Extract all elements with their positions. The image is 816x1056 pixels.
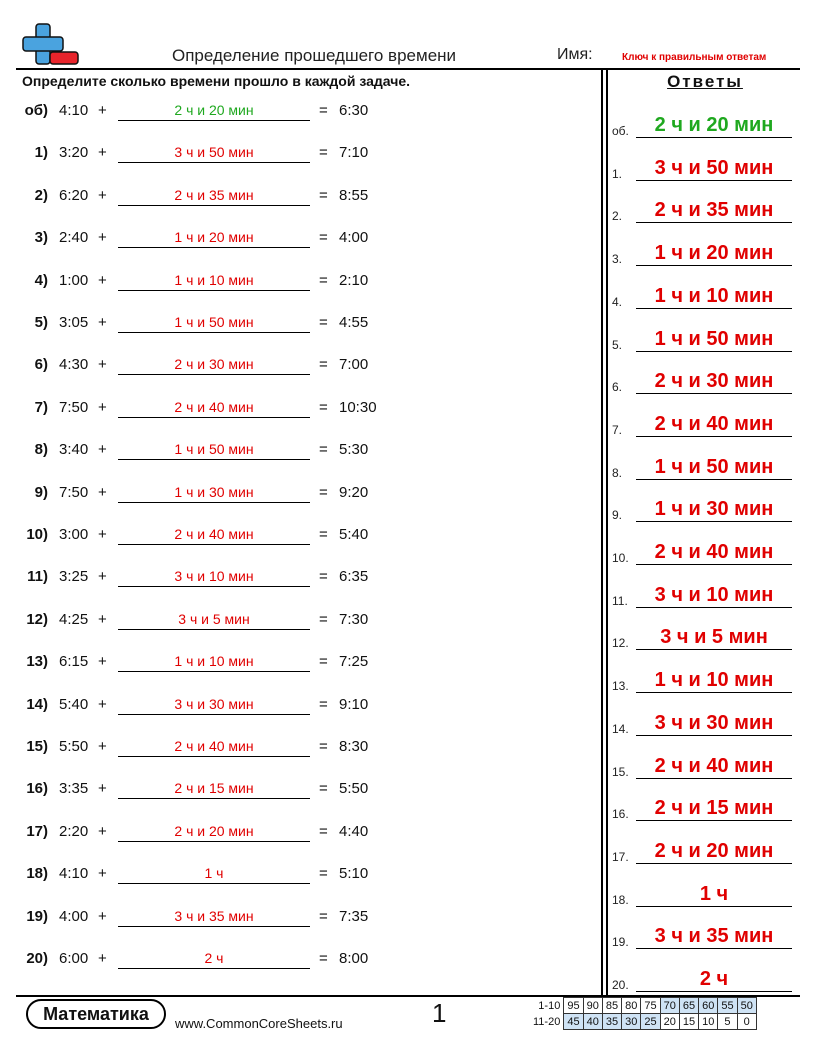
score-cell: 0 — [737, 1014, 756, 1030]
answer-blank: 2 ч и 40 мин — [118, 738, 310, 757]
answer-key-row — [612, 834, 796, 864]
end-time: 6:35 — [339, 568, 369, 586]
problem-number: 18) — [26, 865, 48, 883]
answer-key-value: 1 ч и 20 мин — [636, 241, 792, 266]
plus-sign: + — [98, 950, 107, 967]
start-time: 2:20 — [59, 822, 89, 840]
plus-sign: + — [98, 398, 107, 416]
start-time: 1:00 — [59, 271, 89, 289]
answer-key-value: 2 ч и 40 мин — [636, 754, 792, 779]
score-table — [530, 997, 757, 1030]
answer-key-number: 9. — [612, 508, 623, 523]
answer-key-number: 16. — [612, 807, 629, 822]
answer-key-number: 18. — [612, 892, 629, 907]
problem-number: 6) — [34, 356, 48, 374]
start-time: 3:25 — [59, 568, 89, 586]
equals-sign: = — [319, 229, 328, 247]
plus-sign: + — [98, 441, 107, 459]
plus-sign: + — [98, 610, 107, 628]
answer-blank: 2 ч и 30 мин — [118, 356, 310, 375]
score-cell: 55 — [718, 998, 737, 1014]
problem-number: 1) — [34, 144, 48, 162]
start-time: 7:50 — [59, 398, 89, 416]
answer-blank: 3 ч и 5 мин — [118, 611, 310, 630]
plus-sign: + — [98, 229, 107, 247]
answer-blank: 1 ч и 10 мин — [118, 653, 310, 672]
problem-number: 5) — [34, 314, 48, 331]
end-time: 8:55 — [339, 186, 369, 204]
answer-key-value: 1 ч и 30 мин — [636, 497, 792, 522]
answer-blank: 3 ч и 35 мин — [118, 908, 310, 927]
answer-blank: 3 ч и 10 мин — [118, 568, 310, 587]
problem-number: 20) — [26, 950, 48, 967]
start-time: 6:00 — [59, 950, 89, 967]
end-time: 5:40 — [339, 526, 369, 543]
start-time: 6:15 — [59, 653, 89, 671]
plus-sign: + — [98, 271, 107, 289]
end-time: 9:10 — [339, 695, 369, 713]
equals-sign: = — [319, 186, 328, 204]
answer-key-value: 1 ч и 50 мин — [636, 455, 792, 480]
answer-blank: 1 ч и 20 мин — [118, 229, 310, 248]
answer-key-value: 2 ч и 20 мин — [636, 113, 792, 138]
start-time: 3:05 — [59, 314, 89, 331]
answer-blank: 3 ч и 50 мин — [118, 144, 310, 163]
problem-number: 4) — [34, 271, 48, 289]
equals-sign: = — [319, 822, 328, 840]
end-time: 4:55 — [339, 314, 369, 331]
problem-number: 9) — [34, 483, 48, 501]
score-cell: 15 — [679, 1014, 698, 1030]
end-time: 10:30 — [339, 398, 377, 416]
plus-sign: + — [98, 653, 107, 671]
answer-blank: 2 ч и 40 мин — [118, 526, 310, 545]
equals-sign: = — [319, 907, 328, 925]
answer-key-row — [612, 279, 796, 309]
answer-key-row — [612, 877, 796, 907]
answer-key-row — [612, 322, 796, 352]
answer-key-number: 4. — [612, 294, 623, 309]
equals-sign: = — [319, 483, 328, 501]
problem-number: 19) — [26, 907, 48, 925]
problem-number: 10) — [26, 526, 48, 543]
answer-key-row — [612, 151, 796, 181]
answers-title: Ответы — [667, 72, 743, 91]
problem-number: 2) — [34, 186, 48, 204]
start-time: 4:25 — [59, 610, 89, 628]
end-time: 7:25 — [339, 653, 369, 671]
equals-sign: = — [319, 738, 328, 755]
answer-blank: 1 ч и 50 мин — [118, 314, 310, 333]
problem-number: 13) — [26, 653, 48, 671]
page-title: Определение прошедшего времени — [172, 46, 457, 65]
end-time: 7:00 — [339, 356, 369, 374]
answer-key-number: 19. — [612, 935, 629, 950]
plus-sign: + — [98, 526, 107, 543]
score-cell: 30 — [622, 1014, 641, 1030]
score-cell: 75 — [641, 998, 660, 1014]
answer-key-value: 3 ч и 10 мин — [636, 583, 792, 608]
plus-sign: + — [98, 695, 107, 713]
equals-sign: = — [319, 950, 328, 967]
column-divider-right — [606, 68, 608, 996]
score-row — [530, 998, 756, 1014]
header-divider — [16, 68, 800, 70]
equals-sign: = — [319, 653, 328, 671]
answer-key-value: 1 ч и 10 мин — [636, 284, 792, 309]
site-url: www.CommonCoreSheets.ru — [175, 1016, 343, 1031]
plus-sign: + — [98, 568, 107, 586]
start-time: 5:40 — [59, 695, 89, 713]
score-cell: 70 — [660, 998, 679, 1014]
answer-key-row — [612, 578, 796, 608]
score-range-label: 11-20 — [533, 1015, 561, 1028]
plus-sign: + — [98, 483, 107, 501]
plus-sign: + — [98, 822, 107, 840]
answer-key-row — [612, 450, 796, 480]
answer-key-row — [612, 749, 796, 779]
equals-sign: = — [319, 144, 328, 162]
answer-blank: 1 ч — [118, 865, 310, 884]
start-time: 4:10 — [59, 102, 89, 119]
answer-blank: 2 ч и 15 мин — [118, 780, 310, 799]
answer-key-row — [612, 108, 796, 138]
answer-key-number: 14. — [612, 721, 629, 736]
score-cell: 60 — [699, 998, 718, 1014]
answer-key-row — [612, 492, 796, 522]
problem-number: 12) — [26, 610, 48, 628]
score-cell: 45 — [564, 1014, 583, 1030]
answer-blank: 1 ч и 30 мин — [118, 484, 310, 503]
equals-sign: = — [319, 271, 328, 289]
score-cell: 25 — [641, 1014, 660, 1030]
problem-number: 16) — [26, 780, 48, 798]
answer-key-number: 11. — [612, 593, 628, 608]
plus-sign: + — [98, 356, 107, 374]
answer-key-row — [612, 535, 796, 565]
answer-key-number: 10. — [612, 551, 629, 565]
start-time: 3:40 — [59, 441, 89, 459]
answer-key-value: 1 ч — [636, 882, 792, 907]
answer-key-value: 1 ч и 10 мин — [636, 668, 792, 693]
problem-number: 14) — [26, 695, 48, 713]
score-cell: 85 — [602, 998, 621, 1014]
plus-sign: + — [98, 314, 107, 331]
answer-key-value: 2 ч и 40 мин — [636, 540, 792, 565]
end-time: 4:40 — [339, 822, 369, 840]
start-time: 4:10 — [59, 865, 89, 883]
equals-sign: = — [319, 695, 328, 713]
answer-blank: 3 ч и 30 мин — [118, 696, 310, 715]
start-time: 5:50 — [59, 738, 89, 755]
answer-key-row — [612, 706, 796, 736]
answer-key-row — [612, 364, 796, 394]
answer-key-row — [612, 962, 796, 992]
answer-key-value: 3 ч и 5 мин — [636, 625, 792, 650]
start-time: 4:00 — [59, 907, 89, 925]
equals-sign: = — [319, 526, 328, 543]
score-cell: 95 — [564, 998, 583, 1014]
answer-key-number: 7. — [612, 422, 623, 437]
plus-sign: + — [98, 102, 107, 119]
score-cell: 80 — [622, 998, 641, 1014]
answer-key-number: 6. — [612, 380, 623, 395]
plus-sign: + — [98, 738, 107, 755]
end-time: 5:50 — [339, 780, 369, 798]
score-cell: 5 — [718, 1014, 737, 1030]
score-row — [530, 1014, 756, 1030]
answer-key-label: Ключ к правильным ответам — [622, 52, 767, 63]
answer-key-number: 3. — [612, 252, 623, 267]
plus-minus-logo-icon — [20, 22, 80, 68]
equals-sign: = — [319, 441, 328, 459]
answer-blank: 2 ч и 20 мин — [118, 823, 310, 842]
end-time: 8:00 — [339, 950, 369, 967]
answer-blank: 2 ч и 40 мин — [118, 399, 310, 418]
end-time: 7:30 — [339, 610, 369, 628]
equals-sign: = — [319, 102, 328, 119]
end-time: 2:10 — [339, 271, 369, 289]
start-time: 4:30 — [59, 356, 89, 374]
answer-blank: 2 ч — [118, 950, 310, 969]
answer-key-value: 3 ч и 30 мин — [636, 711, 792, 736]
start-time: 7:50 — [59, 483, 89, 501]
name-label: Имя: — [557, 46, 593, 63]
problem-number: 8) — [34, 441, 48, 459]
answer-key-number: 12. — [612, 636, 629, 651]
equals-sign: = — [319, 398, 328, 416]
answer-key-row — [612, 236, 796, 266]
equals-sign: = — [319, 356, 328, 374]
answer-blank: 1 ч и 50 мин — [118, 441, 310, 460]
end-time: 7:10 — [339, 144, 369, 162]
answer-key-value: 2 ч и 40 мин — [636, 412, 792, 437]
answer-key-number: 13. — [612, 679, 629, 694]
end-time: 8:30 — [339, 738, 369, 755]
answer-blank: 2 ч и 20 мин — [118, 102, 310, 121]
answer-key-number: 1. — [612, 166, 623, 181]
problem-number: 17) — [26, 822, 48, 840]
start-time: 3:00 — [59, 526, 89, 543]
answer-key-number: 8. — [612, 465, 623, 480]
score-cell: 65 — [679, 998, 698, 1014]
score-cell: 35 — [602, 1014, 621, 1030]
end-time: 6:30 — [339, 102, 369, 119]
equals-sign: = — [319, 314, 328, 331]
start-time: 6:20 — [59, 186, 89, 204]
equals-sign: = — [319, 865, 328, 883]
plus-sign: + — [98, 144, 107, 162]
answer-key-value: 2 ч и 15 мин — [636, 796, 792, 821]
answer-key-row — [612, 193, 796, 223]
problem-number: 11) — [27, 568, 48, 586]
plus-sign: + — [98, 907, 107, 925]
answer-key-value: 3 ч и 35 мин — [636, 924, 792, 949]
score-range-label: 1-10 — [538, 999, 561, 1012]
answer-key-row — [612, 663, 796, 693]
end-time: 9:20 — [339, 483, 369, 501]
answer-key-value: 2 ч и 35 мин — [636, 198, 792, 223]
problem-number: об) — [24, 102, 48, 119]
answer-key-row — [612, 620, 796, 650]
answer-blank: 2 ч и 35 мин — [118, 187, 310, 206]
answer-key-number: 20. — [612, 978, 629, 992]
answer-key-value: 3 ч и 50 мин — [636, 156, 792, 181]
score-cell: 20 — [660, 1014, 679, 1030]
plus-sign: + — [98, 865, 107, 883]
answer-blank: 1 ч и 10 мин — [118, 272, 310, 291]
answer-key-number: 15. — [612, 764, 629, 779]
plus-sign: + — [98, 186, 107, 204]
start-time: 2:40 — [59, 229, 89, 247]
answer-key-row — [612, 791, 796, 821]
score-cell: 10 — [699, 1014, 718, 1030]
equals-sign: = — [319, 780, 328, 798]
answer-key-number: 17. — [612, 849, 629, 864]
start-time: 3:35 — [59, 780, 89, 798]
answer-key-value: 2 ч — [636, 967, 792, 992]
equals-sign: = — [319, 610, 328, 628]
problem-number: 7) — [34, 398, 48, 416]
score-cell: 90 — [583, 998, 602, 1014]
answer-key-number: 2. — [612, 209, 623, 224]
answer-key-value: 2 ч и 20 мин — [636, 839, 792, 864]
end-time: 7:35 — [339, 907, 369, 925]
end-time: 4:00 — [339, 229, 369, 247]
answer-key-row — [612, 407, 796, 437]
answer-key-number: об. — [612, 124, 629, 138]
plus-sign: + — [98, 780, 107, 798]
score-cell: 50 — [737, 998, 756, 1014]
column-divider-left — [601, 68, 603, 996]
answer-key-value: 2 ч и 30 мин — [636, 369, 792, 394]
start-time: 3:20 — [59, 144, 89, 162]
answer-key-number: 5. — [612, 337, 623, 352]
end-time: 5:10 — [339, 865, 369, 883]
problem-number: 15) — [26, 738, 48, 755]
brand-badge: Математика — [26, 999, 166, 1029]
page-number: 1 — [432, 998, 447, 1028]
end-time: 5:30 — [339, 441, 369, 459]
answer-key-row — [612, 919, 796, 949]
instructions: Определите сколько времени прошло в каждой задаче. — [22, 73, 411, 89]
score-cell: 40 — [583, 1014, 602, 1030]
answer-key-value: 1 ч и 50 мин — [636, 327, 792, 352]
problem-number: 3) — [34, 229, 48, 247]
equals-sign: = — [319, 568, 328, 586]
